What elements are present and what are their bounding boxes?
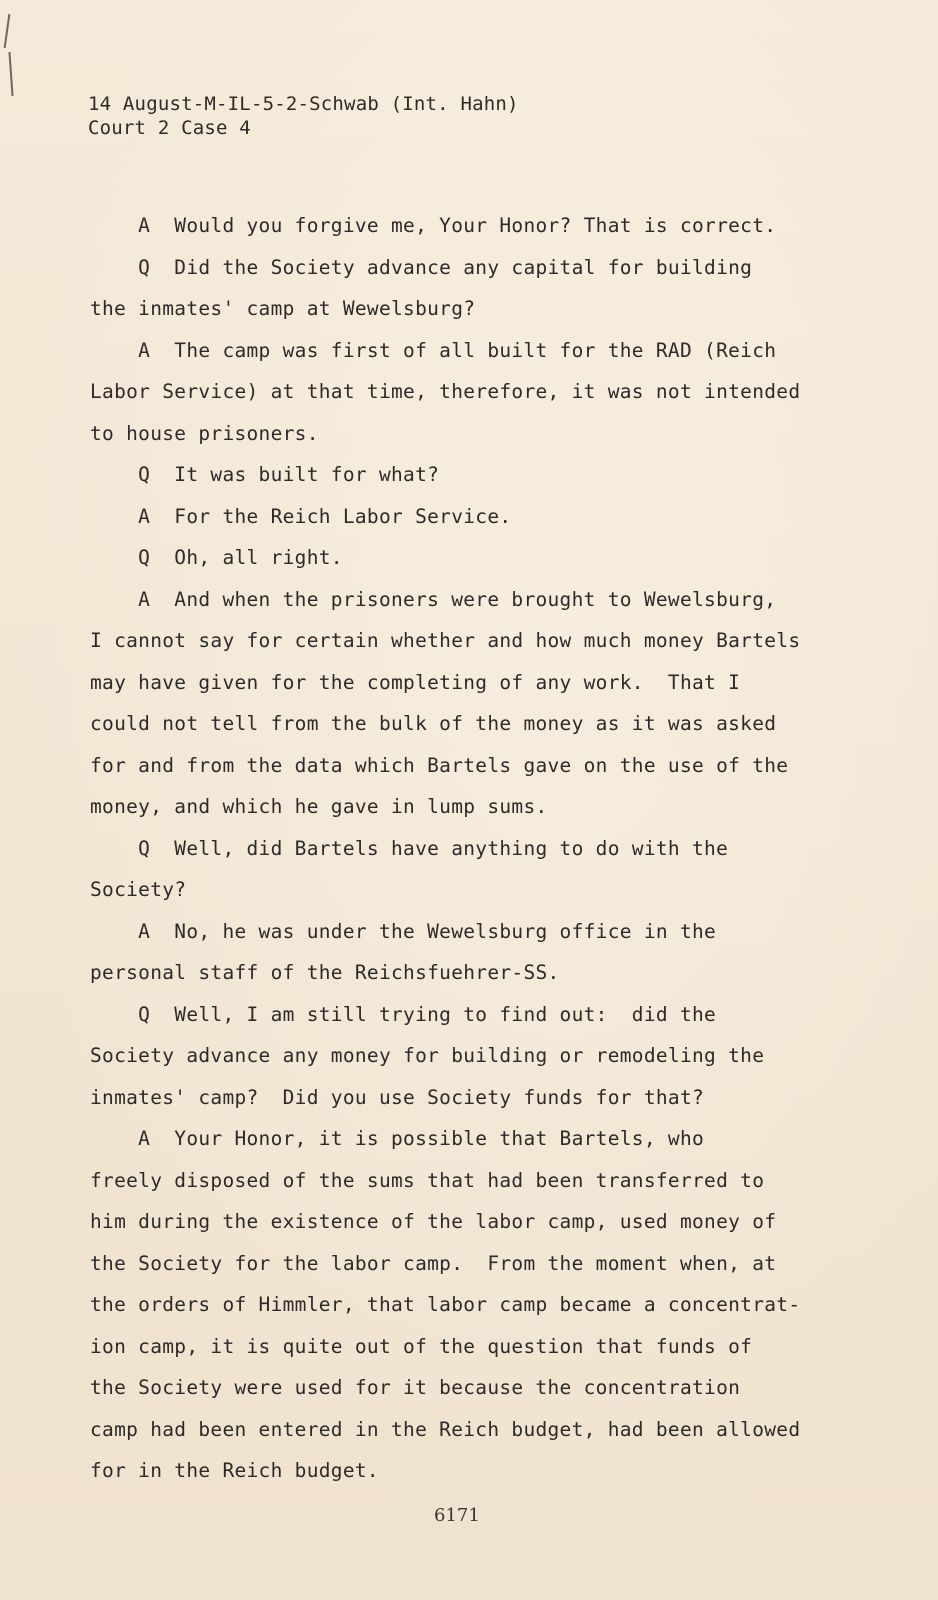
margin-mark (8, 52, 13, 96)
transcript-line: A For the Reich Labor Service. (90, 504, 512, 528)
transcript-line: money, and which he gave in lump sums. (90, 795, 548, 818)
transcript-paragraph (90, 828, 830, 911)
transcript-line: him during the existence of the labor camp, used money of (90, 1210, 777, 1233)
transcript-line: Q Did the Society advance any capital for building (90, 255, 753, 279)
transcript-paragraph (90, 1118, 830, 1492)
transcript-line: A The camp was first of all built for the RAD (Reich (90, 338, 777, 362)
transcript-paragraph (90, 205, 830, 247)
transcript-line: to house prisoners. (90, 421, 319, 445)
page-number: 6171 (434, 1505, 480, 1526)
transcript-paragraph (90, 994, 830, 1119)
transcript-line: may have given for the completing of any work. That I (90, 670, 741, 694)
margin-mark (4, 14, 11, 48)
header-line-1: 14 August-M-IL-5-2-Schwab (Int. Hahn) (88, 93, 519, 115)
transcript-line: inmates' camp? Did you use Society funds for that? (90, 1085, 705, 1109)
transcript-paragraph (90, 537, 830, 579)
transcript-line: ion camp, it is quite out of the question that funds of (90, 1334, 753, 1358)
transcript-paragraph (90, 454, 830, 496)
transcript-line: A Would you forgive me, Your Honor? That is correct. (90, 214, 777, 237)
transcript-line: for and from the data which Bartels gave on the use of the (90, 753, 789, 777)
transcript-line: the Society were used for it because the concentration (90, 1376, 741, 1399)
transcript-line: camp had been entered in the Reich budget, had been allowed (90, 1417, 801, 1441)
transcript-line: A And when the prisoners were brought to Wewelsburg, (90, 587, 777, 611)
transcript-line: could not tell from the bulk of the money as it was asked (90, 712, 777, 735)
document-header (88, 92, 519, 140)
transcript-line: A Your Honor, it is possible that Bartels, who (90, 1127, 705, 1150)
transcript-line: Labor Service) at that time, therefore, it was not intended (90, 380, 801, 403)
transcript-body (90, 205, 830, 1492)
transcript-line: Society? (90, 878, 187, 901)
transcript-line: Q Well, did Bartels have anything to do with the (90, 836, 729, 860)
transcript-line: Q Oh, all right. (90, 546, 343, 569)
transcript-line: I cannot say for certain whether and how much money Bartels (90, 629, 801, 652)
transcript-line: Q It was built for what? (90, 463, 440, 486)
transcript-paragraph (90, 330, 830, 455)
transcript-line: the inmates' camp at Wewelsburg? (90, 297, 476, 320)
transcript-line: freely disposed of the sums that had been transferred to (90, 1168, 765, 1192)
transcript-line: Society advance any money for building or remodeling the (90, 1044, 765, 1067)
transcript-paragraph (90, 496, 830, 538)
transcript-paragraph (90, 579, 830, 828)
transcript-paragraph (90, 911, 830, 994)
transcript-line: Q Well, I am still trying to find out: did the (90, 1002, 717, 1026)
transcript-line: personal staff of the Reichsfuehrer-SS. (90, 961, 560, 984)
transcript-line: for in the Reich budget. (90, 1459, 379, 1482)
header-line-2: Court 2 Case 4 (88, 117, 251, 139)
transcript-line: the orders of Himmler, that labor camp became a concentrat- (90, 1293, 801, 1316)
transcript-paragraph (90, 247, 830, 330)
transcript-line: A No, he was under the Wewelsburg office in the (90, 919, 717, 943)
transcript-line: the Society for the labor camp. From the moment when, at (90, 1251, 777, 1275)
